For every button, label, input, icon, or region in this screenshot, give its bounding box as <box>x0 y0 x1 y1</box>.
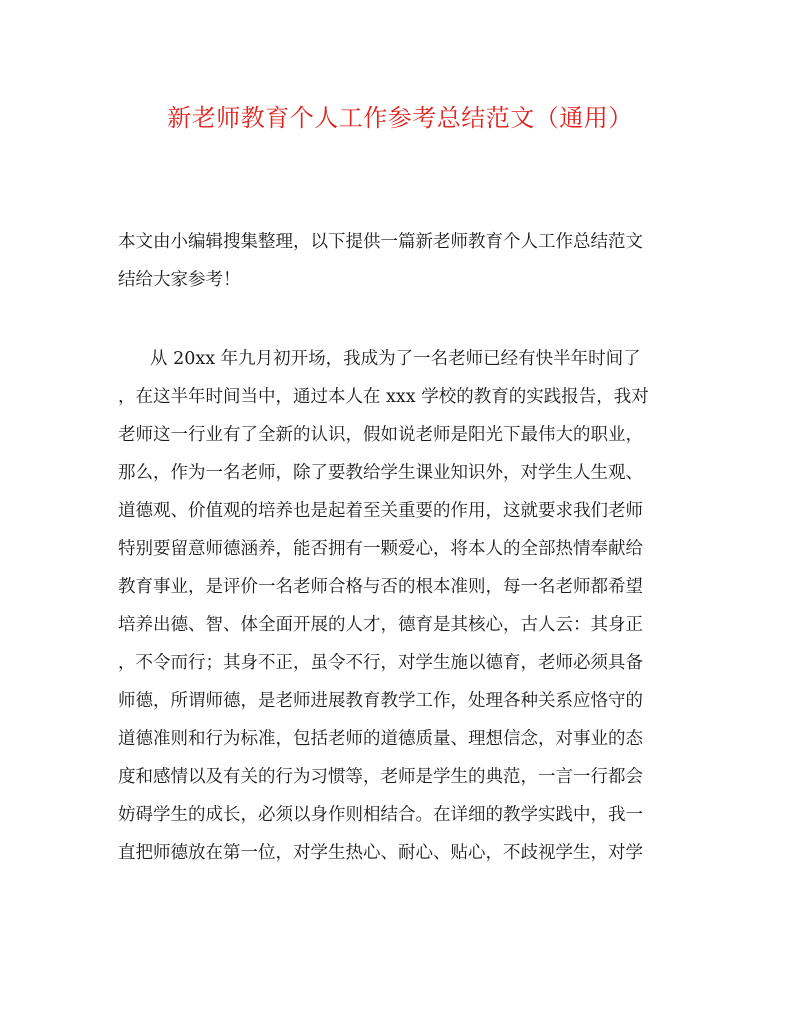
document-title: 新老师教育个人工作参考总结范文（通用） <box>167 104 633 132</box>
body-line: 道德准则和行为标准，包括老师的道德质量、理想信念，对事业的态 <box>118 729 643 749</box>
body-line: 老师这一行业有了全新的认识，假如说老师是阳光下最伟大的职业， <box>118 425 643 445</box>
body-line: 直把师德放在第一位，对学生热心、耐心、贴心，不歧视学生，对学 <box>118 843 643 863</box>
body-line: 那么，作为一名老师，除了要教给学生课业知识外，对学生人生观、 <box>118 463 643 483</box>
body-line: 师德，所谓师德，是老师进展教育教学工作，处理各种关系应恪守的 <box>118 691 643 711</box>
body-line: ，在这半年时间当中，通过本人在 xxx 学校的教育的实践报告，我对 <box>118 387 649 407</box>
body-line: 道德观、价值观的培养也是起着至关重要的作用，这就要求我们老师 <box>118 501 643 521</box>
body-line: 度和感情以及有关的行为习惯等，老师是学生的典范，一言一行都会 <box>118 767 643 787</box>
intro-line: 本文由小编辑搜集整理，以下提供一篇新老师教育个人工作总结范文 <box>118 232 643 252</box>
body-line: 教育事业，是评价一名老师合格与否的根本准则，每一名老师都希望 <box>118 577 643 597</box>
body-line: ，不令而行；其身不正，虽令不行，对学生施以德育，老师必须具备 <box>118 653 643 673</box>
intro-line: 结给大家参考！ <box>118 270 241 290</box>
body-line: 培养出德、智、体全面开展的人才，德育是其核心，古人云：其身正 <box>118 615 643 635</box>
body-line: 特别要留意师德涵养，能否拥有一颗爱心，将本人的全部热情奉献给 <box>118 539 643 559</box>
body-line: 妨碍学生的成长，必须以身作则相结合。在详细的教学实践中，我一 <box>118 805 643 825</box>
body-line: 从 20xx 年九月初开场，我成为了一名老师已经有快半年时间了 <box>150 349 641 369</box>
